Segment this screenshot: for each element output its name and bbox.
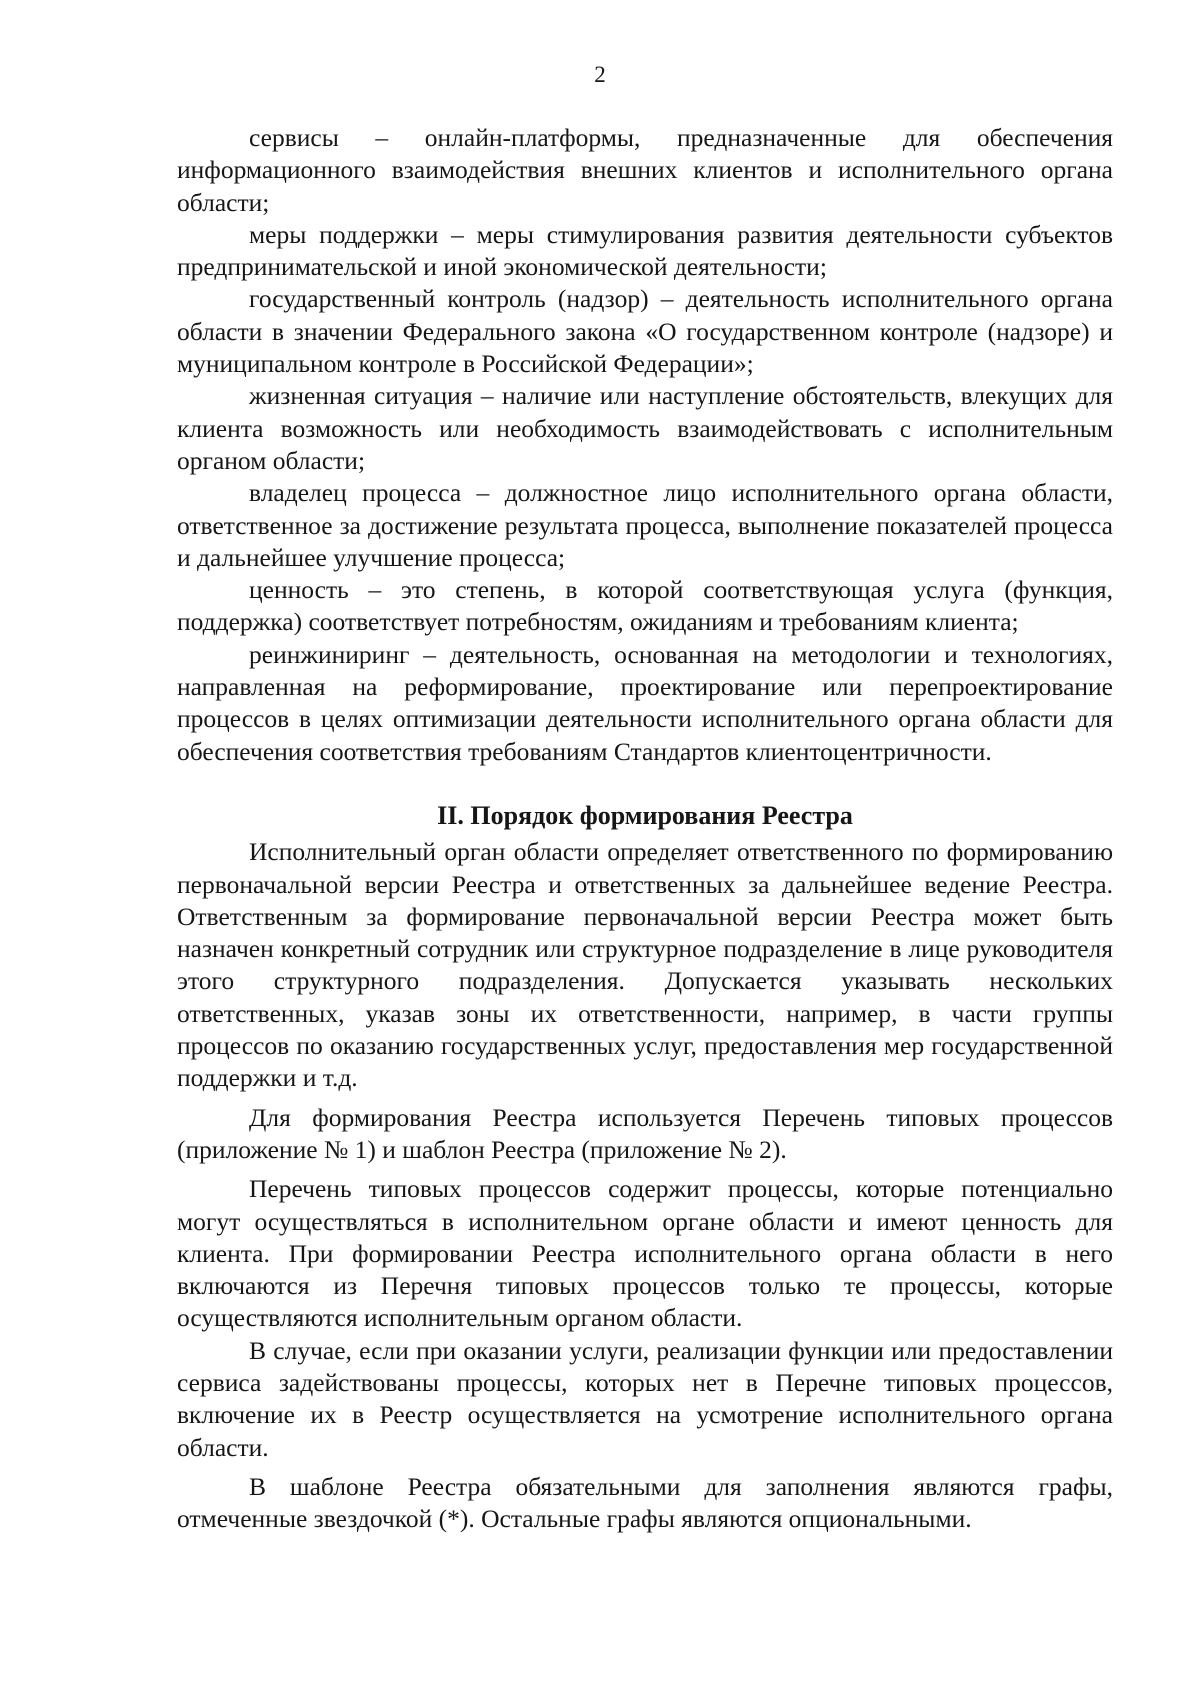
page-number: 2 — [594, 62, 606, 87]
section-paragraph: Перечень типовых процессов содержит процессы, которые потенциально могут осуществляться в исполнительном органе области и имеют ценность для клиента. При формировании Реестра исполнительного органа области в него включаются из Перечня типовых процессов только те процессы, которые осуществляются исполнительным органом области. — [177, 1174, 1113, 1333]
definition-reengineering: реинжиниринг – деятельность, основанная на методологии и технологиях, направленная на реформирование, проектирование или перепроектирование процессов в целях оптимизации деятельности исполнительного органа области для обеспечения соответствия требованиям Стандартов клиентоцентричности. — [177, 639, 1113, 766]
definitions-list — [177, 122, 1113, 768]
definition-life-situation: жизненная ситуация – наличие или наступление обстоятельств, влекущих для клиента возможность или необходимость взаимодействовать с исполнительным органом области; — [177, 381, 1113, 475]
definition-support-measures: меры поддержки – меры стимулирования развития деятельности субъектов предпринимательской и иной экономической деятельности; — [177, 219, 1113, 282]
section-2-body — [177, 836, 1113, 1535]
definition-services: сервисы – онлайн-платформы, предназначенные для обеспечения информационного взаимодействия внешних клиентов и исполнительного органа области; — [177, 123, 1113, 217]
definition-state-control: государственный контроль (надзор) – деятельность исполнительного органа области в значении Федерального закона «О государственном контроле (надзоре) и муниципальном контроле в Российской Федерации»; — [177, 284, 1113, 379]
definition-process-owner: владелец процесса – должностное лицо исполнительного органа области, ответственное за достижение результата процесса, выполнение показателей процесса и дальнейшее улучшение процесса; — [177, 478, 1113, 572]
definition-value: ценность – это степень, в которой соответствующая услуга (функция, поддержка) соответствует потребностям, ожиданиям и требованиям клиента; — [177, 575, 1113, 637]
section-paragraph: В шаблоне Реестра обязательными для заполнения являются графы, отмеченные звездочкой (*). Остальные графы являются опциональными. — [177, 1471, 1113, 1534]
section-paragraph: В случае, если при оказании услуги, реализации функции или предоставлении сервиса задействованы процессы, которых нет в Перечне типовых процессов, включение их в Реестр осуществляется на усмотрение исполнительного органа области. — [177, 1335, 1113, 1462]
section-paragraph: Исполнительный орган области определяет ответственного по формированию первоначальной версии Реестра и ответственных за дальнейшее ведение Реестра. Ответственным за формирование первоначальной версии Реестра может быть назначен конкретный сотрудник или структурное подразделение в лице руководителя этого структурного подразделения. Допускается указывать нескольких ответственных, указав зоны их ответственности, например, в части группы процессов по оказанию государственных услуг, предоставления мер государственной поддержки и т.д. — [177, 837, 1113, 1093]
section-paragraph: Для формирования Реестра используется Перечень типовых процессов (приложение № 1) и шаблон Реестра (приложение № 2). — [177, 1102, 1113, 1164]
page-body — [177, 122, 1113, 1535]
section-heading: II. Порядок формирования Реестра — [437, 800, 853, 830]
